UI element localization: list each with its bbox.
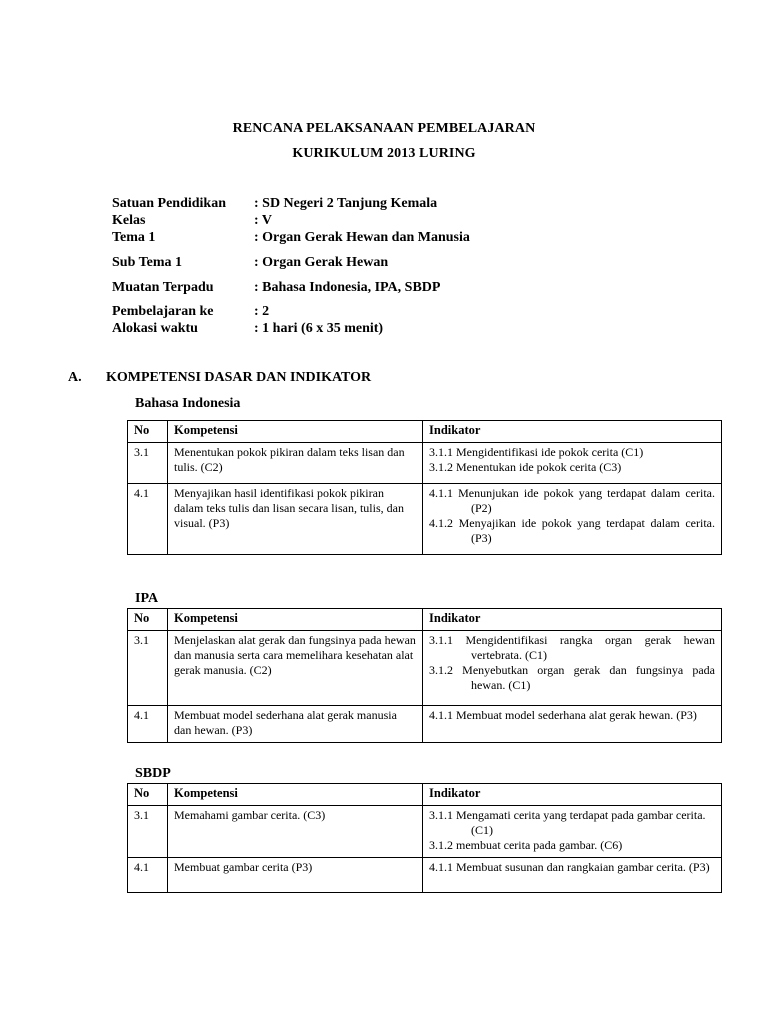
indikator-item: 3.1.1 Mengidentifikasi ide pokok cerita (C1) (429, 445, 644, 459)
info-row-satuan (112, 196, 437, 212)
info-label: Kelas (112, 213, 146, 228)
cell-kompetensi: Membuat model sederhana alat gerak manusia dan hewan. (P3) (168, 706, 423, 743)
info-label: Sub Tema 1 (112, 255, 183, 270)
cell-indikator (423, 858, 722, 893)
header-kompetensi: Kompetensi (168, 421, 423, 443)
ipa-table (127, 608, 722, 743)
indikator-item: 4.1.1 Menunjukan ide pokok yang terdapat dalam cerita. (P2) (429, 486, 715, 515)
section-letter: A. (68, 370, 82, 385)
curriculum-subtitle: KURIKULUM 2013 LURING (292, 146, 476, 161)
cell-no: 3.1 (128, 443, 168, 484)
info-label: Muatan Terpadu (112, 280, 214, 295)
table-row (128, 484, 722, 555)
header-indikator: Indikator (423, 421, 722, 443)
cell-indikator (423, 484, 722, 555)
cell-no: 4.1 (128, 706, 168, 743)
sbdp-table (127, 783, 722, 893)
cell-kompetensi: Membuat gambar cerita (P3) (168, 858, 423, 893)
indikator-item: 3.1.2 Menentukan ide pokok cerita (C3) (429, 460, 622, 474)
document-title: RENCANA PELAKSANAAN PEMBELAJARAN (232, 121, 536, 136)
indikator-item: 3.1.2 Menyebutkan organ gerak dan fungsinya pada hewan. (C1) (429, 663, 715, 692)
indikator-item: 4.1.2 Menyajikan ide pokok yang terdapat dalam cerita. (P3) (429, 516, 715, 545)
info-label: Alokasi waktu (112, 321, 198, 336)
subject-title-ipa: IPA (135, 591, 159, 606)
info-value: : SD Negeri 2 Tanjung Kemala (254, 196, 438, 211)
header-no: No (128, 609, 168, 631)
cell-kompetensi: Menjelaskan alat gerak dan fungsinya pada hewan dan manusia serta cara memelihara kesehatan alat gerak manusia. (C2) (168, 631, 423, 706)
subject-title-sbdp: SBDP (135, 766, 171, 781)
cell-indikator (423, 706, 722, 743)
cell-no: 4.1 (128, 858, 168, 893)
table-row (128, 443, 722, 484)
table-row (128, 806, 722, 858)
cell-indikator (423, 806, 722, 858)
cell-no: 3.1 (128, 806, 168, 858)
info-value: : Bahasa Indonesia, IPA, SBDP (254, 280, 441, 295)
info-label: Tema 1 (112, 230, 156, 245)
indikator-item: 4.1.1 Membuat model sederhana alat gerak hewan. (P3) (429, 708, 697, 722)
info-value: : 1 hari (6 x 35 menit) (254, 321, 384, 336)
info-label: Satuan Pendidikan (112, 196, 226, 211)
info-row-muatan (112, 280, 440, 296)
indikator-item: 3.1.1 Mengamati cerita yang terdapat pada gambar cerita. (C1) (429, 808, 706, 837)
cell-kompetensi: Memahami gambar cerita. (C3) (168, 806, 423, 858)
table-header-row (128, 609, 722, 631)
table-row (128, 631, 722, 706)
cell-no: 4.1 (128, 484, 168, 555)
info-value: : Organ Gerak Hewan dan Manusia (254, 230, 470, 245)
cell-kompetensi: Menentukan pokok pikiran dalam teks lisan dan tulis. (C2) (168, 443, 423, 484)
indikator-item: 3.1.1 Mengidentifikasi rangka organ gerak hewan vertebrata. (C1) (429, 633, 715, 662)
header-kompetensi: Kompetensi (168, 784, 423, 806)
cell-kompetensi: Menyajikan hasil identifikasi pokok pikiran dalam teks tulis dan lisan secara lisan, tulis, dan visual. (P3) (168, 484, 423, 555)
bahasa-table (127, 420, 722, 555)
cell-no: 3.1 (128, 631, 168, 706)
header-indikator: Indikator (423, 784, 722, 806)
info-value: : V (254, 213, 273, 228)
info-row-alokasi (112, 321, 383, 337)
table-row (128, 858, 722, 893)
table-header-row (128, 421, 722, 443)
info-row-tema (112, 230, 470, 246)
info-value: : 2 (254, 304, 270, 319)
table-header-row (128, 784, 722, 806)
header-kompetensi: Kompetensi (168, 609, 423, 631)
header-indikator: Indikator (423, 609, 722, 631)
section-title: KOMPETENSI DASAR DAN INDIKATOR (106, 370, 372, 385)
info-row-subtema (112, 255, 388, 271)
info-value: : Organ Gerak Hewan (254, 255, 389, 270)
section-heading (68, 370, 371, 386)
info-row-pembelajaran (112, 304, 269, 320)
cell-indikator (423, 631, 722, 706)
cell-indikator (423, 443, 722, 484)
header-no: No (128, 421, 168, 443)
info-label: Pembelajaran ke (112, 304, 214, 319)
subject-title-bahasa: Bahasa Indonesia (135, 396, 241, 411)
table-row (128, 706, 722, 743)
indikator-item: 4.1.1 Membuat susunan dan rangkaian gambar cerita. (P3) (429, 860, 710, 874)
header-no: No (128, 784, 168, 806)
info-row-kelas (112, 213, 272, 229)
indikator-item: 3.1.2 membuat cerita pada gambar. (C6) (429, 838, 623, 852)
